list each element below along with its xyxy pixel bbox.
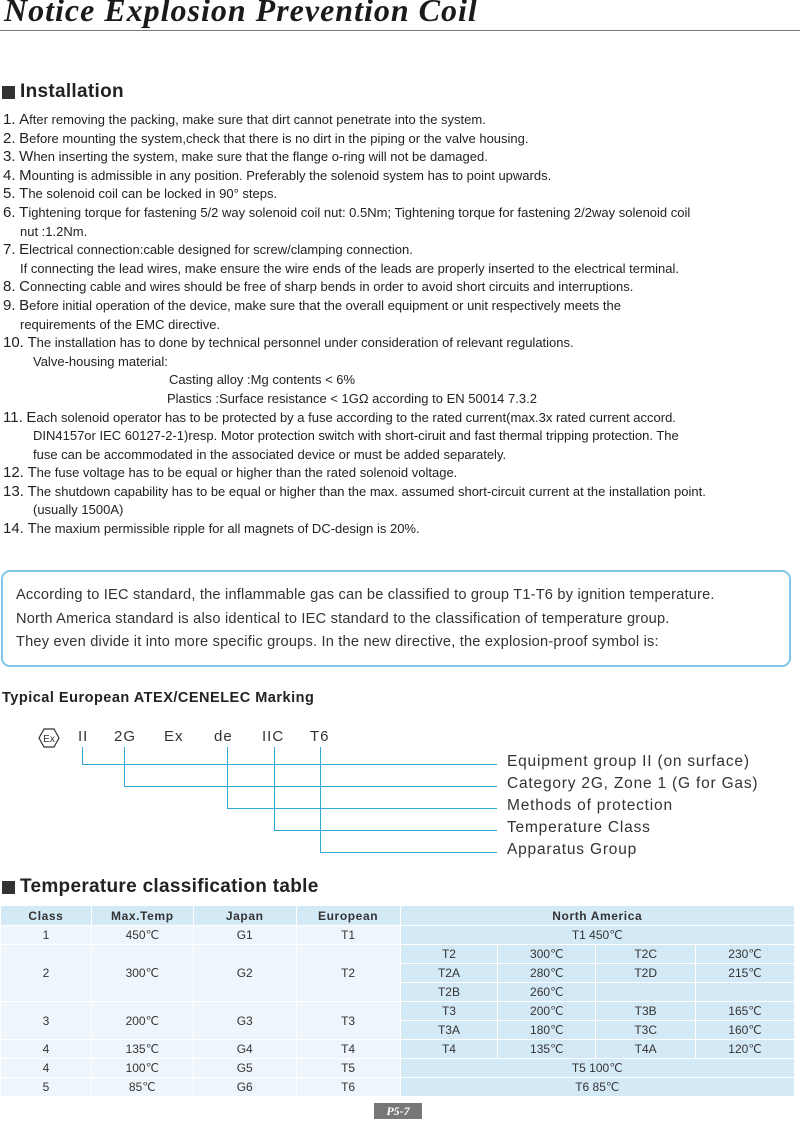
- connector-line: [320, 747, 321, 852]
- list-item: 11. Each solenoid operator has to be protected by a fuse according to the rated current(max.3x rated current accord.: [3, 408, 676, 426]
- list-item-continuation: Valve-housing material:: [33, 353, 168, 369]
- cell-class: 5: [1, 1078, 92, 1097]
- connector-line: [274, 747, 275, 830]
- cell-na-class: T3B: [596, 1002, 696, 1021]
- list-item: 10. The installation has to done by technical personnel under consideration of relevant regulations.: [3, 334, 574, 352]
- list-item: 7. Electrical connection:cable designed for screw/clamping connection.: [3, 241, 413, 259]
- installation-heading: [2, 81, 124, 103]
- installation-list: [3, 111, 800, 539]
- list-item: 12. The fuse voltage has to be equal or higher than the rated solenoid voltage.: [3, 464, 458, 482]
- cell-class: 2: [1, 945, 92, 1002]
- cell-na-class: T2C: [596, 945, 696, 964]
- cell-na-temp: 200℃: [498, 1002, 596, 1021]
- cell-na-class: T3A: [400, 1021, 498, 1040]
- list-item: 13. The shutdown capability has to be equal or higher than the max. assumed short-circuit current at the installation point.: [3, 482, 706, 500]
- cell-na-temp: 160℃: [696, 1021, 795, 1040]
- cell-na-class: T3C: [596, 1021, 696, 1040]
- cell-european: T1: [296, 926, 400, 945]
- marking-code-ex: Ex: [164, 728, 184, 745]
- legend-protection: Methods of protection: [507, 797, 673, 814]
- table-header-row: [1, 906, 795, 926]
- ex-hexagon-icon: [38, 728, 60, 748]
- cell-european: T2: [296, 945, 400, 1002]
- cell-max-temp: 135℃: [91, 1040, 193, 1059]
- connector-line: [227, 808, 497, 809]
- svg-text:Ex: Ex: [43, 734, 55, 745]
- material-line: Casting alloy :Mg contents < 6%: [169, 372, 356, 388]
- cell-japan: G2: [193, 945, 296, 1002]
- connector-line: [124, 786, 497, 787]
- cell-na-temp: [696, 983, 795, 1002]
- title-divider: [0, 30, 800, 31]
- table-row: [1, 926, 795, 945]
- cell-max-temp: 100℃: [91, 1059, 193, 1078]
- marking-title: Typical European ATEX/CENELEC Marking: [2, 690, 315, 706]
- cell-max-temp: 200℃: [91, 1002, 193, 1040]
- cell-na-temp: 260℃: [498, 983, 596, 1002]
- note-line: North America standard is also identical to IEC standard to the classification of temperature group.: [16, 610, 670, 627]
- note-box: [1, 570, 791, 667]
- cell-japan: G6: [193, 1078, 296, 1097]
- connector-line: [124, 747, 125, 786]
- cell-european: T6: [296, 1078, 400, 1097]
- marking-code-temp: T6: [310, 728, 330, 745]
- cell-na-class: [596, 983, 696, 1002]
- marking-code-protection: de: [214, 728, 233, 745]
- cell-north-america: T6 85℃: [400, 1078, 794, 1097]
- cell-japan: G1: [193, 926, 296, 945]
- cell-japan: G4: [193, 1040, 296, 1059]
- note-line: They even divide it into more specific groups. In the new directive, the explosion-proof symbol is:: [16, 634, 659, 650]
- temp-table-heading-label: Temperature classification table: [20, 876, 319, 897]
- connector-line: [274, 830, 497, 831]
- note-line: According to IEC standard, the inflammable gas can be classified to group T1-T6 by ignition temperature.: [16, 587, 715, 603]
- header-european: European: [296, 906, 400, 926]
- cell-na-class: T4: [400, 1040, 498, 1059]
- connector-line: [82, 764, 497, 765]
- list-item-continuation: DIN4157or IEC 60127-2-1)resp. Motor protection switch with short-ciruit and fast thermal tripping protection. The: [33, 428, 679, 444]
- list-item-continuation: requirements of the EMC directive.: [20, 316, 221, 332]
- list-item: 9. Before initial operation of the device, make sure that the overall equipment or unit respectively meets the: [3, 296, 621, 314]
- cell-na-temp: 135℃: [498, 1040, 596, 1059]
- temperature-table: [0, 905, 795, 1097]
- cell-na-temp: 230℃: [696, 945, 795, 964]
- cell-class: 1: [1, 926, 92, 945]
- page-number: P5-7: [374, 1103, 422, 1119]
- table-row: [1, 945, 795, 964]
- legend-category: Category 2G, Zone 1 (G for Gas): [507, 775, 759, 792]
- list-item-continuation: (usually 1500A): [33, 502, 124, 518]
- cell-class: 4: [1, 1059, 92, 1078]
- cell-na-temp: 300℃: [498, 945, 596, 964]
- header-japan: Japan: [193, 906, 296, 926]
- cell-north-america: T1 450℃: [400, 926, 794, 945]
- list-item: 14. The maxium permissible ripple for all magnets of DC-design is 20%.: [3, 520, 420, 538]
- page-title: Notice Explosion Prevention Coil: [4, 0, 478, 28]
- connector-line: [320, 852, 497, 853]
- cell-european: T3: [296, 1002, 400, 1040]
- table-row: [1, 1040, 795, 1059]
- cell-max-temp: 300℃: [91, 945, 193, 1002]
- list-item: 3. When inserting the system, make sure that the flange o-ring will not be damaged.: [3, 148, 488, 166]
- cell-japan: G3: [193, 1002, 296, 1040]
- cell-na-temp: 120℃: [696, 1040, 795, 1059]
- cell-european: T4: [296, 1040, 400, 1059]
- cell-max-temp: 450℃: [91, 926, 193, 945]
- cell-max-temp: 85℃: [91, 1078, 193, 1097]
- list-item-continuation: If connecting the lead wires, make ensure the wire ends of the leads are properly inserted to the electrical terminal.: [20, 260, 680, 276]
- cell-north-america: T5 100℃: [400, 1059, 794, 1078]
- list-item: 5. The solenoid coil can be locked in 90° steps.: [3, 185, 278, 203]
- header-north-america: North America: [400, 906, 794, 926]
- list-item: 4. Mounting is admissible in any position. Preferably the solenoid system has to point upwards.: [3, 166, 552, 184]
- cell-na-class: T2A: [400, 964, 498, 983]
- installation-heading-label: Installation: [20, 81, 124, 102]
- marking-code-group: II: [78, 728, 89, 745]
- material-line: Plastics :Surface resistance < 1GΩ according to EN 50014 7.3.2: [167, 390, 537, 406]
- marking-code-category: 2G: [114, 728, 137, 745]
- header-class: Class: [1, 906, 92, 926]
- connector-line: [227, 747, 228, 808]
- list-item: 2. Before mounting the system,check that there is no dirt in the piping or the valve housing.: [3, 129, 529, 147]
- table-row: [1, 1002, 795, 1021]
- cell-na-temp: 180℃: [498, 1021, 596, 1040]
- table-row: [1, 1078, 795, 1097]
- cell-na-class: T2B: [400, 983, 498, 1002]
- list-item: 1. After removing the packing, make sure that dirt cannot penetrate into the system.: [3, 111, 486, 128]
- marking-code-apparatus: IIC: [262, 728, 285, 745]
- cell-na-class: T2: [400, 945, 498, 964]
- header-max-temp: Max.Temp: [91, 906, 193, 926]
- square-bullet-icon: [2, 86, 15, 99]
- list-item-continuation: nut :1.2Nm.: [20, 223, 88, 239]
- table-row: [1, 1059, 795, 1078]
- list-item: 8. Connecting cable and wires should be free of sharp bends in order to avoid short circuits and interruptions.: [3, 278, 634, 296]
- cell-na-class: T3: [400, 1002, 498, 1021]
- cell-class: 3: [1, 1002, 92, 1040]
- cell-na-class: T2D: [596, 964, 696, 983]
- cell-class: 4: [1, 1040, 92, 1059]
- cell-na-temp: 215℃: [696, 964, 795, 983]
- legend-equipment-group: Equipment group II (on surface): [507, 753, 750, 770]
- legend-apparatus: Apparatus Group: [507, 841, 638, 858]
- list-item: 6. Tightening torque for fastening 5/2 way solenoid coil nut: 0.5Nm; Tightening torque for fastening 2/2way solenoid coil: [3, 203, 691, 221]
- legend-temp-class: Temperature Class: [507, 819, 651, 836]
- connector-line: [82, 747, 83, 764]
- cell-na-temp: 165℃: [696, 1002, 795, 1021]
- cell-na-class: T4A: [596, 1040, 696, 1059]
- temp-table-heading: [2, 876, 319, 898]
- square-bullet-icon: [2, 881, 15, 894]
- list-item-continuation: fuse can be accommodated in the associated device or must be added separately.: [33, 446, 507, 462]
- cell-japan: G5: [193, 1059, 296, 1078]
- cell-european: T5: [296, 1059, 400, 1078]
- cell-na-temp: 280℃: [498, 964, 596, 983]
